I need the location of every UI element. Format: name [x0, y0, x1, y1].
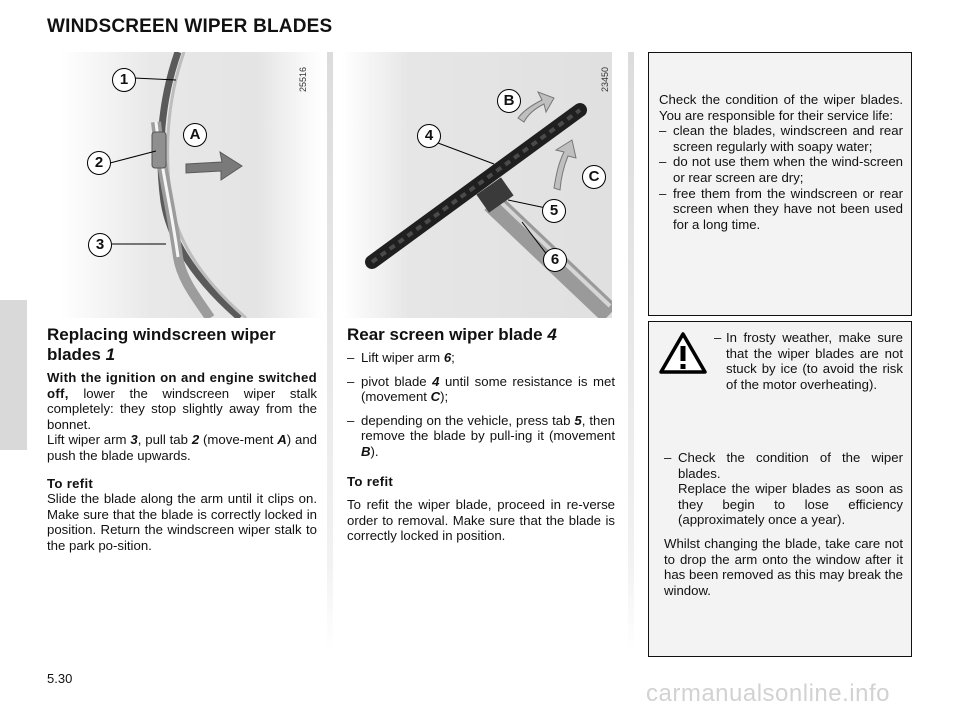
lift-text: ) and push the blade upwards. [47, 432, 317, 463]
list-item: – Lift wiper arm 6; [347, 350, 455, 365]
step-text: ); [440, 389, 449, 405]
replace-instructions [47, 370, 317, 554]
step-text: depending on the vehicle, press tab [361, 412, 575, 428]
refit-heading: To refit [47, 475, 94, 491]
warning-item-text: Check the condition of the wiper blades. [678, 450, 903, 481]
watermark: carmanualsonline.info [646, 680, 890, 707]
warning-item-text: Replace the wiper blades as soon as they begin to lose efficiency (approximately once a year). [678, 481, 903, 528]
ref-3: 3 [130, 432, 138, 448]
ref-C: C [430, 389, 441, 405]
step-text: until some resistance is met (movement [361, 373, 616, 405]
list-item: – do not use them when the wind-screen or rear screen are dry; [659, 154, 903, 185]
heading-text: Rear screen wiper blade [347, 325, 543, 344]
refit-paragraph: Slide the blade along the arm until it clips on. Make sure that the blade is correctly locked in position. Return the windscreen wiper stalk to the park po-sition. [47, 491, 317, 553]
lift-text: Lift wiper arm [47, 432, 131, 448]
heading-number: 4 [547, 325, 557, 344]
callout-1: 1 [112, 68, 136, 92]
step-text: Lift wiper arm [361, 350, 444, 365]
callout-6: 6 [543, 248, 567, 272]
rear-wiper-figure [342, 52, 612, 318]
step-text: pivot blade [361, 373, 433, 389]
intro-paragraph [47, 370, 317, 432]
ref-A: A [277, 432, 287, 448]
chapter-tab [0, 300, 27, 450]
callout-B: B [497, 89, 521, 113]
ref-B: B [361, 443, 371, 459]
step-text: ). [370, 443, 379, 459]
info-item-text: do not use them when the wind-screen or rear screen are dry; [673, 154, 903, 185]
info-intro: Check the condition of the wiper blades. You are responsible for their service life: [659, 92, 903, 123]
warning-closing: Whilst changing the blade, take care not to drop the arm onto the window after it has been removed as this may break the window. [664, 535, 903, 598]
list-item: – pivot blade 4 until some resistance is met (movement C); [347, 373, 616, 405]
warning-icon [658, 331, 708, 375]
callout-5: 5 [542, 199, 566, 223]
figure-code: 23450 [600, 66, 610, 92]
section-heading-replace [47, 325, 317, 365]
warning-item-1: – In frosty weather, make sure that the wiper blades are not stuck by ice (to avoid the risk of the motor overheating). [714, 330, 903, 392]
ref-6: 6 [443, 350, 452, 365]
intro-text: lower the windscreen wiper stalk completely: they stop slightly away from the bonnet. [47, 385, 317, 432]
ref-5: 5 [574, 412, 582, 428]
list-item: – free them from the windscreen or rear screen when they have not been used for a long time. [659, 185, 903, 232]
info-item-text: clean the blades, windscreen and rear screen regularly with soapy water; [673, 123, 903, 154]
info-box-content [659, 92, 903, 232]
warning-box-content [664, 450, 903, 598]
lift-paragraph [47, 432, 317, 463]
figure-code: 25516 [298, 66, 308, 92]
step-text: ; [451, 350, 455, 365]
page-number: 5.30 [47, 671, 73, 686]
warning-item-text: In frosty weather, make sure that the wiper blades are not stuck by ice (to avoid the risk of the motor overheating). [726, 330, 903, 392]
refit-heading: To refit [347, 473, 394, 489]
refit-paragraph: To refit the wiper blade, proceed in re-verse order to removal. Make sure that the blade is correctly locked in position. [347, 497, 615, 544]
callout-2: 2 [87, 151, 111, 175]
callout-3: 3 [88, 233, 112, 257]
callout-4: 4 [417, 124, 441, 148]
list-item: – Check the condition of the wiper blades. Replace the wiper blades as soon as they begin to lose efficiency (approximately once a year). [664, 450, 903, 528]
wiper-blade-illustration [60, 52, 322, 318]
lift-text: , pull tab [137, 432, 192, 448]
wiper-blade-figure [60, 52, 322, 318]
column-separator-right [628, 52, 634, 652]
list-item: – depending on the vehicle, press tab 5, then remove the blade by pull-ing it (movement B). [347, 412, 615, 459]
info-item-text: free them from the windscreen or rear screen when they have not been used for a long time. [673, 185, 903, 232]
section-heading-rear [347, 325, 617, 345]
step-text: , then remove the blade by pull-ing it (movement [361, 412, 615, 444]
rear-wiper-illustration [342, 52, 612, 318]
callout-C: C [582, 165, 606, 189]
intro-bold: With the ignition on and engine switched off, [47, 370, 317, 401]
rear-instructions [347, 350, 615, 544]
lift-text: (move-ment [199, 432, 278, 448]
heading-number: 1 [105, 345, 116, 364]
list-item: – clean the blades, windscreen and rear screen regularly with soapy water; [659, 123, 903, 154]
column-separator-left [327, 52, 333, 652]
page-title: WINDSCREEN WIPER BLADES [47, 16, 333, 37]
ref-4: 4 [432, 373, 440, 389]
heading-text: Replacing windscreen wiper blades [47, 325, 276, 364]
callout-A: A [183, 123, 207, 147]
ref-2: 2 [191, 432, 200, 448]
